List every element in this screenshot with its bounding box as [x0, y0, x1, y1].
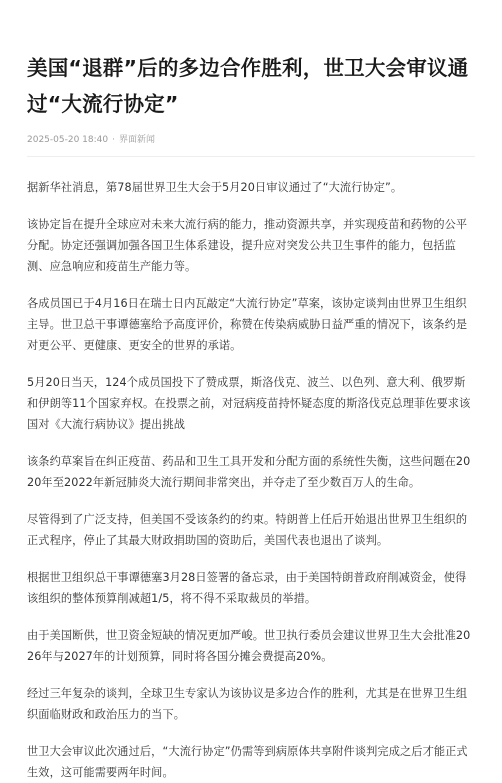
- article-body: [27, 177, 475, 783]
- meta-separator: ·: [112, 135, 115, 145]
- header-divider: [27, 156, 475, 157]
- paragraph: 据新华社消息，第78届世界卫生大会于5月20日审议通过了“大流行协定”。: [27, 181, 403, 194]
- source-name[interactable]: 界面新闻: [118, 135, 155, 145]
- paragraph: 5月20日当天，124个成员国投下了赞成票，斯洛伐克、波兰、以色列、意大利、俄罗斯和伊朗等11个国家弃权。在投票之前，对冠病疫苗持怀疑态度的斯洛伐克总理菲佐要求该国对《大流行病协议》提出挑战: [27, 376, 471, 431]
- paragraph: 该条约草案旨在纠正疫苗、药品和卫生工具开发和分配方面的系统性失衡，这些问题在2020年至2022年新冠肺炎大流行期间非常突出，并夺走了至少数百万人的生命。: [27, 455, 471, 489]
- paragraph: 世卫大会审议此次通过后，“大流行协定”仍需等到病原体共享附件谈判完成之后才能正式生效，这可能需要两年时间。: [27, 745, 468, 779]
- publish-datetime: 2025-05-20 18:40: [27, 135, 109, 145]
- paragraph: 各成员国已于4月16日在瑞士日内瓦敲定“大流行协定”草案，该协定谈判由世界卫生组织主导。世卫总干事谭德塞给予高度评价，称赞在传染病威胁日益严重的情况下，该条约是对更公平、更健康、更安全的世界的承诺。: [27, 297, 468, 352]
- paragraph: 经过三年复杂的谈判，全球卫生专家认为该协议是多边合作的胜利，尤其是在世界卫生组织面临财政和政治压力的当下。: [27, 687, 468, 721]
- article-title: 美国“退群”后的多边合作胜利，世卫大会审议通过“大流行协定”: [27, 56, 469, 116]
- article-meta: [27, 134, 475, 146]
- paragraph: 由于美国断供，世卫资金短缺的情况更加严峻。世卫执行委员会建议世界卫生大会批准2026年与2027年的计划预算，同时将各国分摊会费提高20%。: [27, 629, 471, 663]
- paragraph: 尽管得到了广泛支持，但美国不受该条约的约束。特朗普上任后开始退出世界卫生组织的正式程序，停止了其最大财政捐助国的资助后，美国代表也退出了谈判。: [27, 513, 468, 547]
- paragraph: 该协定旨在提升全球应对未来大流行病的能力，推动资源共享，并实现疫苗和药物的公平分配。协定还强调加强各国卫生体系建设，提升应对突发公共卫生事件的能力，包括监测、应急响应和疫苗生产能力等。: [27, 218, 468, 273]
- paragraph: 根据世卫组织总干事谭德塞3月28日签署的备忘录，由于美国特朗普政府削减资金，使得该组织的整体预算削减超1/5，将不得不采取裁员的举措。: [27, 571, 467, 605]
